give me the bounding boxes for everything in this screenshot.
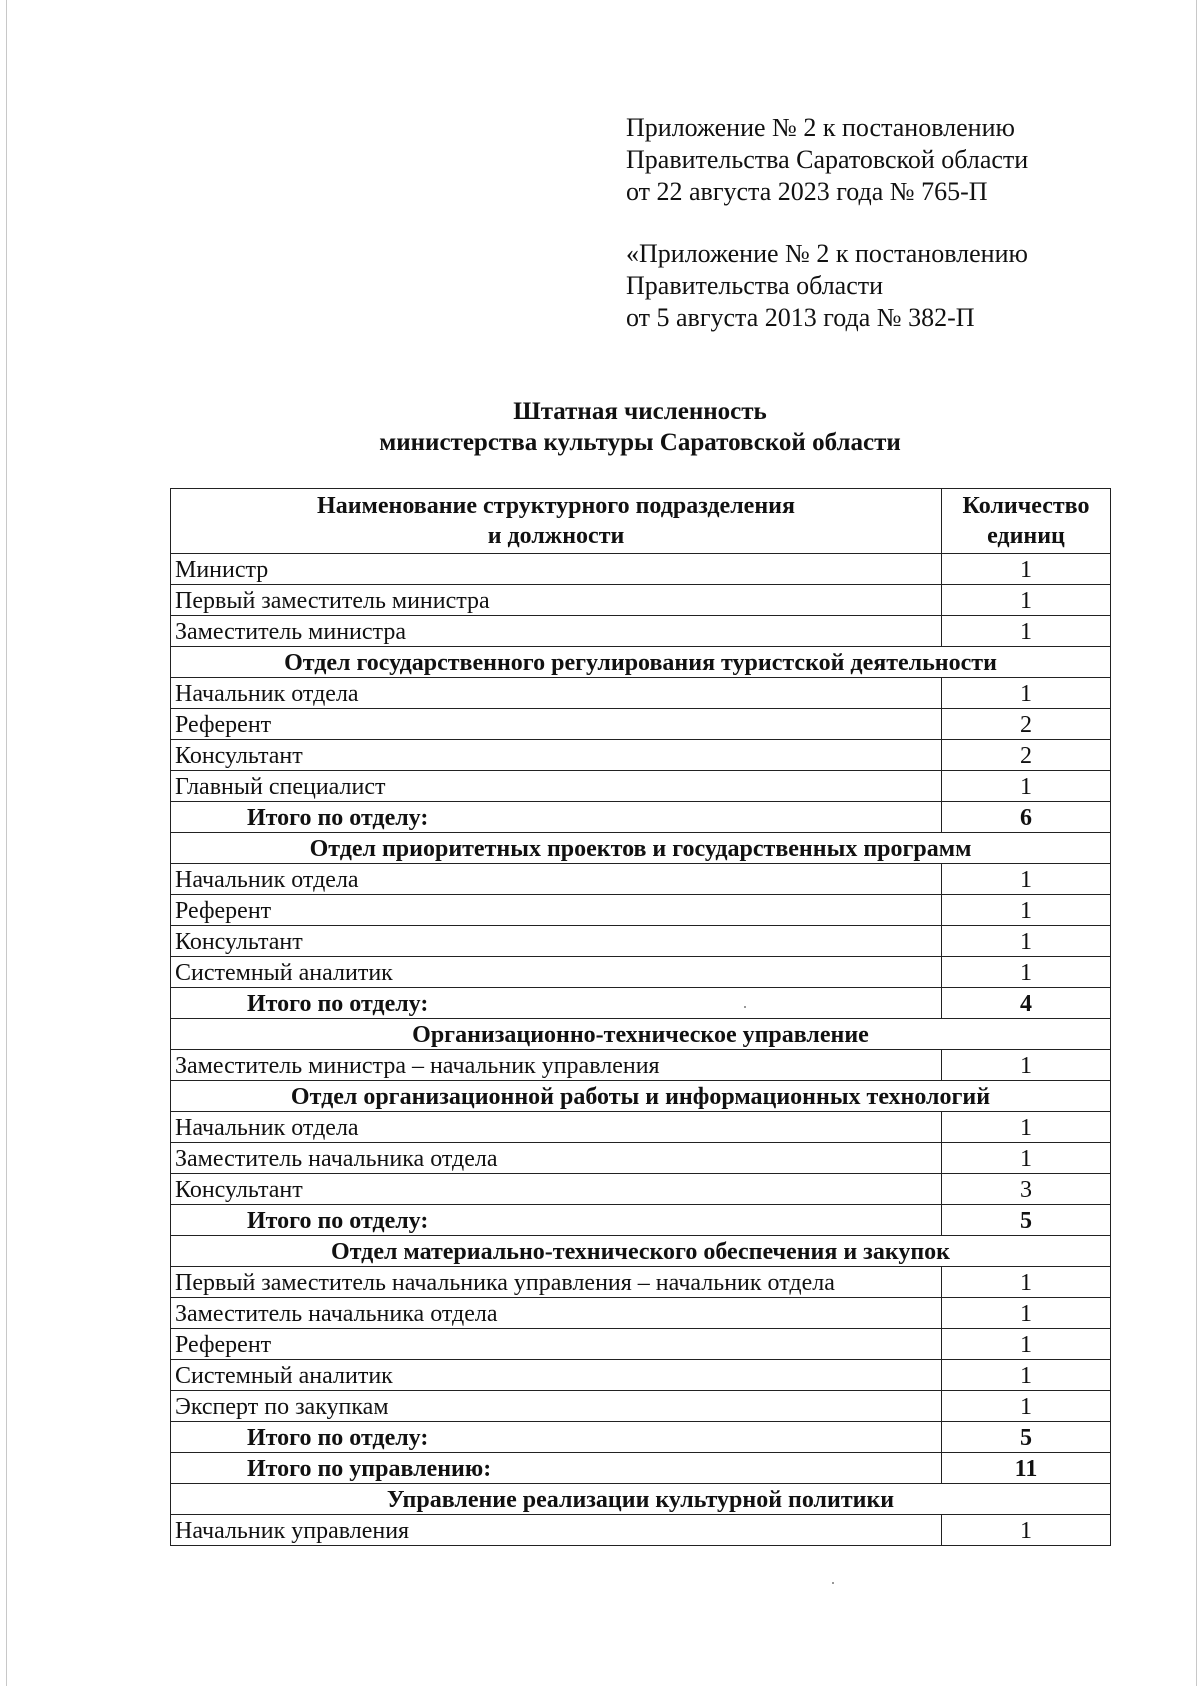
- section-header-row: [171, 1484, 1111, 1515]
- header-line: от 22 августа 2023 года № 765-П: [626, 177, 988, 206]
- position-name: Консультант: [171, 740, 942, 771]
- position-qty: 1: [942, 926, 1111, 957]
- position-qty: 1: [942, 1112, 1111, 1143]
- table-row: [171, 740, 1111, 771]
- column-header-qty: [942, 489, 1111, 554]
- position-name: Референт: [171, 895, 942, 926]
- position-name: Референт: [171, 1329, 942, 1360]
- column-header-name: [171, 489, 942, 554]
- table-row: [171, 1267, 1111, 1298]
- section-title: Управление реализации культурной политики: [171, 1484, 1111, 1515]
- table-header-row: [171, 489, 1111, 554]
- position-qty: 1: [942, 864, 1111, 895]
- total-label: Итого по отделу:: [171, 802, 942, 833]
- position-name: Эксперт по закупкам: [171, 1391, 942, 1422]
- section-title: Отдел материально-технического обеспечения и закупок: [171, 1236, 1111, 1267]
- page-left-edge: [6, 0, 7, 1686]
- position-name: Заместитель министра – начальник управления: [171, 1050, 942, 1081]
- table-body: [171, 554, 1111, 1546]
- total-row: [171, 1453, 1111, 1484]
- position-name: Заместитель начальника отдела: [171, 1143, 942, 1174]
- position-qty: 3: [942, 1174, 1111, 1205]
- title-line-1: Штатная численность: [513, 398, 767, 425]
- section-title: Отдел организационной работы и информационных технологий: [171, 1081, 1111, 1112]
- section-header-row: [171, 1236, 1111, 1267]
- table-row: [171, 1174, 1111, 1205]
- table-row: [171, 957, 1111, 988]
- position-qty: 1: [942, 957, 1111, 988]
- total-row: [171, 1205, 1111, 1236]
- position-qty: 2: [942, 740, 1111, 771]
- section-header-row: [171, 833, 1111, 864]
- table-row: [171, 1360, 1111, 1391]
- position-name: Референт: [171, 709, 942, 740]
- table-row: [171, 864, 1111, 895]
- position-qty: 1: [942, 771, 1111, 802]
- table-row: [171, 1143, 1111, 1174]
- column-header-qty-line: единиц: [987, 523, 1065, 549]
- position-qty: 1: [942, 585, 1111, 616]
- position-qty: 1: [942, 1298, 1111, 1329]
- position-qty: 1: [942, 616, 1111, 647]
- table-row: [171, 1329, 1111, 1360]
- total-qty: 4: [942, 988, 1111, 1019]
- section-header-row: [171, 647, 1111, 678]
- document-title: [170, 396, 1110, 458]
- table-row: [171, 678, 1111, 709]
- position-qty: 1: [942, 1267, 1111, 1298]
- table-row: [171, 709, 1111, 740]
- column-header-qty-line: Количество: [962, 493, 1090, 519]
- total-row: [171, 802, 1111, 833]
- position-name: Системный аналитик: [171, 1360, 942, 1391]
- position-name: Министр: [171, 554, 942, 585]
- total-qty: 5: [942, 1205, 1111, 1236]
- position-name: Начальник отдела: [171, 864, 942, 895]
- column-header-name-line: и должности: [487, 523, 625, 549]
- position-name: Первый заместитель министра: [171, 585, 942, 616]
- table-row: [171, 554, 1111, 585]
- header-line: «Приложение № 2 к постановлению: [626, 239, 1028, 268]
- position-qty: 1: [942, 1050, 1111, 1081]
- total-label: Итого по управлению:: [171, 1453, 942, 1484]
- total-row: [171, 988, 1111, 1019]
- position-qty: 1: [942, 1360, 1111, 1391]
- table-row: [171, 1112, 1111, 1143]
- table-row: [171, 616, 1111, 647]
- position-qty: 1: [942, 1329, 1111, 1360]
- scan-speck: [832, 1582, 834, 1584]
- position-name: Начальник отдела: [171, 678, 942, 709]
- position-qty: 1: [942, 554, 1111, 585]
- position-qty: 1: [942, 1515, 1111, 1546]
- scan-speck: [744, 1006, 746, 1008]
- appendix-header: [626, 112, 1106, 334]
- table-row: [171, 585, 1111, 616]
- position-name: Консультант: [171, 926, 942, 957]
- section-title: Организационно-техническое управление: [171, 1019, 1111, 1050]
- position-name: Системный аналитик: [171, 957, 942, 988]
- total-row: [171, 1422, 1111, 1453]
- position-name: Заместитель министра: [171, 616, 942, 647]
- table-row: [171, 1050, 1111, 1081]
- header-line: Правительства Саратовской области: [626, 145, 1029, 174]
- total-label: Итого по отделу:: [171, 1205, 942, 1236]
- position-qty: 1: [942, 678, 1111, 709]
- section-header-row: [171, 1019, 1111, 1050]
- position-name: Консультант: [171, 1174, 942, 1205]
- header-line: Приложение № 2 к постановлению: [626, 113, 1015, 142]
- position-name: Заместитель начальника отдела: [171, 1298, 942, 1329]
- title-line-2: министерства культуры Саратовской области: [379, 429, 901, 456]
- total-label: Итого по отделу:: [171, 1422, 942, 1453]
- position-name: Начальник управления: [171, 1515, 942, 1546]
- section-title: Отдел государственного регулирования туристской деятельности: [171, 647, 1111, 678]
- table-row: [171, 1515, 1111, 1546]
- position-qty: 1: [942, 1391, 1111, 1422]
- position-qty: 1: [942, 895, 1111, 926]
- total-qty: 6: [942, 802, 1111, 833]
- page-right-edge: [1196, 0, 1197, 1686]
- section-header-row: [171, 1081, 1111, 1112]
- position-name: Первый заместитель начальника управления – начальник отдела: [171, 1267, 942, 1298]
- table-row: [171, 895, 1111, 926]
- table-row: [171, 771, 1111, 802]
- header-line: от 5 августа 2013 года № 382-П: [626, 303, 975, 332]
- total-qty: 5: [942, 1422, 1111, 1453]
- position-name: Начальник отдела: [171, 1112, 942, 1143]
- column-header-name-line: Наименование структурного подразделения: [317, 493, 795, 519]
- table-row: [171, 1298, 1111, 1329]
- position-name: Главный специалист: [171, 771, 942, 802]
- section-title: Отдел приоритетных проектов и государственных программ: [171, 833, 1111, 864]
- position-qty: 1: [942, 1143, 1111, 1174]
- header-line: Правительства области: [626, 271, 884, 300]
- table-row: [171, 926, 1111, 957]
- table-row: [171, 1391, 1111, 1422]
- total-qty: 11: [942, 1453, 1111, 1484]
- staff-table: [170, 488, 1111, 1546]
- position-qty: 2: [942, 709, 1111, 740]
- total-label: Итого по отделу:: [171, 988, 942, 1019]
